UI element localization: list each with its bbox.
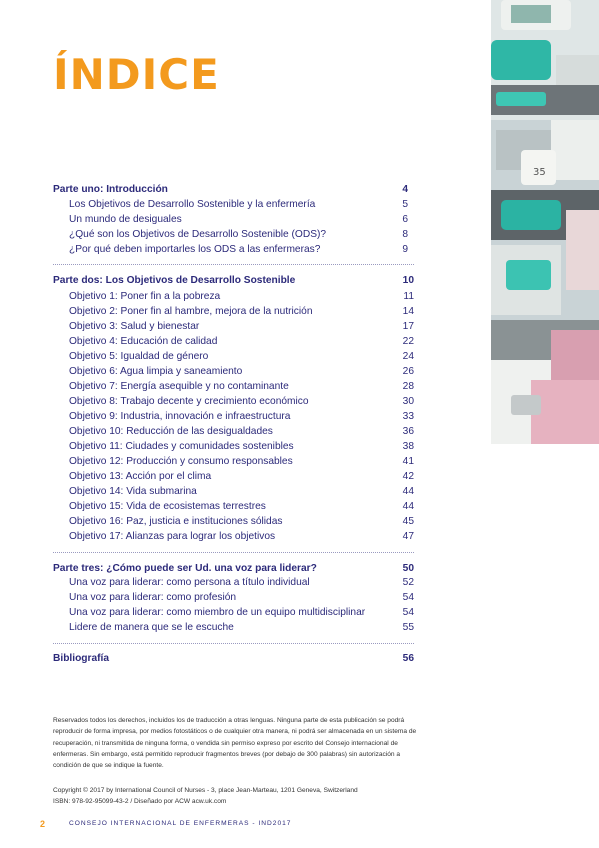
toc-entry-label: Los Objetivos de Desarrollo Sostenible y la enfermería (69, 198, 316, 210)
toc-entry-label: Una voz para liderar: como persona a título individual (69, 576, 310, 588)
copyright-line: Copyright © 2017 by International Council of Nurses - 3, place Jean-Marteau, 1201 Geneva, Switzerland (53, 787, 358, 794)
toc-entry-page: 44 (402, 500, 414, 512)
toc-entry-label: Un mundo de desiguales (69, 213, 182, 225)
toc-part-heading[interactable] (53, 651, 414, 665)
section-divider (53, 264, 414, 265)
toc-entry-page: 22 (402, 335, 414, 347)
toc-entry-page: 47 (402, 530, 414, 542)
section-divider (53, 643, 414, 644)
toc-entry-label: Objetivo 7: Energía asequible y no contaminante (69, 380, 289, 392)
section-divider (53, 552, 414, 553)
toc-entry-page: 41 (402, 455, 414, 467)
toc-entry[interactable] (69, 227, 408, 241)
footer-page-number: 2 (40, 819, 46, 829)
toc-entry-page: 11 (403, 290, 414, 302)
toc-part-page: 56 (402, 652, 414, 664)
toc-entry[interactable] (69, 379, 414, 393)
toc-part-label: Parte tres: ¿Cómo puede ser Ud. una voz para liderar? (53, 562, 317, 574)
toc-entry-label: Lidere de manera que se le escuche (69, 621, 234, 633)
toc-entry-page: 28 (402, 380, 414, 392)
toc-entry-page: 54 (402, 606, 414, 618)
toc-part-page: 50 (402, 562, 414, 574)
toc-entry[interactable] (69, 620, 414, 634)
toc-entry-label: ¿Por qué deben importarles los ODS a las enfermeras? (69, 243, 321, 255)
toc-part-heading[interactable] (53, 273, 414, 287)
toc-entry[interactable] (69, 349, 414, 363)
toc-entry[interactable] (69, 469, 414, 483)
toc-entry[interactable] (69, 409, 414, 423)
toc-entry-page: 6 (402, 213, 408, 225)
toc-part-label: Bibliografía (53, 652, 110, 664)
toc-entry-label: Objetivo 14: Vida submarina (69, 485, 197, 497)
toc-entry[interactable] (69, 439, 414, 453)
toc-entry[interactable] (69, 242, 408, 256)
toc-part-page: 4 (402, 183, 408, 195)
toc-entry-label: Objetivo 16: Paz, justicia e instituciones sólidas (69, 515, 283, 527)
toc-entry[interactable] (69, 212, 408, 226)
toc-entry[interactable] (69, 197, 408, 211)
toc-entry-page: 55 (402, 621, 414, 633)
copyright-block (53, 785, 423, 808)
toc-entry[interactable] (69, 484, 414, 498)
toc-part-heading[interactable] (53, 182, 408, 196)
toc-entry-page: 52 (402, 576, 414, 588)
toc-entry-page: 24 (402, 350, 414, 362)
toc-part-label: Parte dos: Los Objetivos de Desarrollo Sostenible (53, 274, 296, 286)
toc-entry[interactable] (69, 575, 414, 589)
footer-running-title: CONSEJO INTERNACIONAL DE ENFERMERAS - IND2017 (69, 820, 292, 827)
toc-entry-page: 14 (402, 305, 414, 317)
toc-entry-page: 42 (402, 470, 414, 482)
toc-entry-page: 8 (402, 228, 408, 240)
toc-entry[interactable] (69, 289, 414, 303)
toc-entry-label: Objetivo 8: Trabajo decente y crecimiento económico (69, 395, 309, 407)
toc-entry[interactable] (69, 424, 414, 438)
toc-entry-label: Una voz para liderar: como profesión (69, 591, 237, 603)
toc-entry-page: 33 (402, 410, 414, 422)
toc-entry[interactable] (69, 605, 414, 619)
toc-entry[interactable] (69, 454, 414, 468)
toc-entry-page: 36 (402, 425, 414, 437)
toc-part-label: Parte uno: Introducción (53, 183, 168, 195)
toc-entry-label: Objetivo 11: Ciudades y comunidades sostenibles (69, 440, 294, 452)
toc-entry-page: 45 (402, 515, 414, 527)
hospital-equipment-photo (491, 0, 599, 444)
toc-entry-page: 17 (402, 320, 414, 332)
toc-entry-label: Objetivo 12: Producción y consumo responsables (69, 455, 293, 467)
toc-entry[interactable] (69, 319, 414, 333)
toc-entry-label: Objetivo 17: Alianzas para lograr los objetivos (69, 530, 276, 542)
toc-entry-page: 9 (402, 243, 408, 255)
toc-entry-label: Objetivo 6: Agua limpia y saneamiento (69, 365, 243, 377)
legal-notice: Reservados todos los derechos, incluidos los de traducción a otras lenguas. Ninguna parte de esta publicación se podrá reproducir de forma impresa, por medios fotostáticos o de cualquier otra manera, ni podrá ser almacenada en un sistema de recuperación, ni transmitida de ninguna forma, o vendida sin permiso expreso por escrito del Consejo internacional de enfermeras. Sin embargo, está permitido reproducir fragmentos breves (por debajo de 300 palabras) sin autorización a condición de que se indique la fuente. (53, 717, 417, 770)
toc-entry-page: 38 (402, 440, 414, 452)
toc-entry-label: Una voz para liderar: como miembro de un equipo multidisciplinar (69, 606, 366, 618)
toc-entry[interactable] (69, 334, 414, 348)
toc-entry[interactable] (69, 529, 414, 543)
toc-entry[interactable] (69, 304, 414, 318)
toc-entry-label: Objetivo 4: Educación de calidad (69, 335, 218, 347)
toc-entry-page: 44 (402, 485, 414, 497)
toc-entry[interactable] (69, 514, 414, 528)
toc-entry[interactable] (69, 394, 414, 408)
toc-entry-label: Objetivo 15: Vida de ecosistemas terrestres (69, 500, 266, 512)
isbn-line: ISBN: 978-92-95099-43-2 / Diseñado por ACW acw.uk.com (53, 798, 227, 806)
toc-entry[interactable] (69, 499, 414, 513)
toc-entry-page: 54 (402, 591, 414, 603)
toc-entry-label: Objetivo 9: Industria, innovación e infraestructura (69, 410, 291, 422)
toc-entry-label: Objetivo 2: Poner fin al hambre, mejora de la nutrición (69, 305, 313, 317)
toc-entry-label: ¿Qué son los Objetivos de Desarrollo Sostenible (ODS)? (69, 228, 327, 240)
toc-part-heading[interactable] (53, 561, 414, 575)
toc-entry[interactable] (69, 590, 414, 604)
toc-entry-page: 30 (402, 395, 414, 407)
toc-part-page: 10 (402, 274, 414, 286)
toc-entry-label: Objetivo 1: Poner fin a la pobreza (69, 290, 221, 302)
toc-entry-label: Objetivo 3: Salud y bienestar (69, 320, 200, 332)
toc-entry-page: 5 (402, 198, 408, 210)
toc-entry-page: 26 (402, 365, 414, 377)
svg-text:35: 35 (533, 167, 546, 178)
toc-entry-label: Objetivo 5: Igualdad de género (69, 350, 209, 362)
page-title: ÍNDICE (53, 50, 220, 99)
toc-entry[interactable] (69, 364, 414, 378)
toc-entry-label: Objetivo 10: Reducción de las desigualdades (69, 425, 273, 437)
toc-entry-label: Objetivo 13: Acción por el clima (69, 470, 212, 482)
